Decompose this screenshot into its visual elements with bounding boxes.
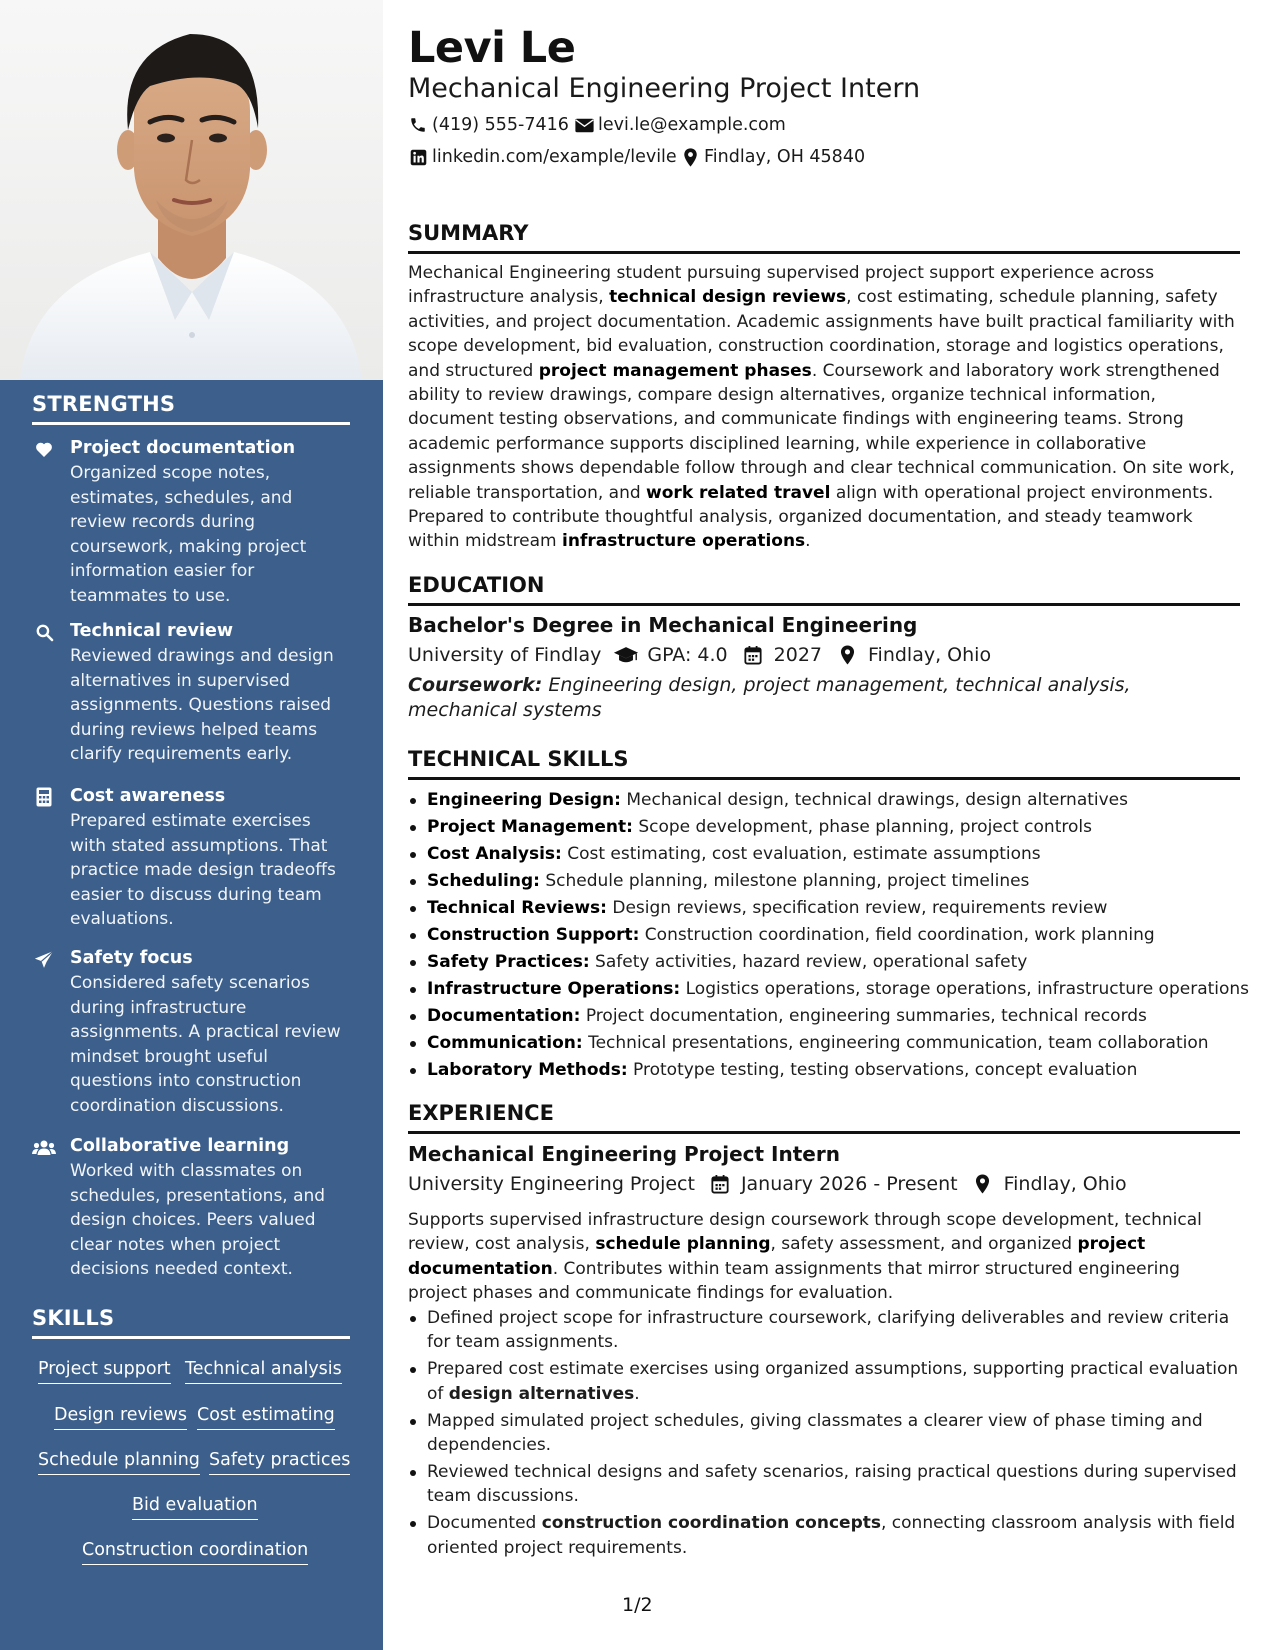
text-run: , cost estimating, schedule planning, safety activities, and project documentation. Academic assignments have built practical familiarity with scope development, bid evaluation, construction coordination, storage and logistics operations, and structured bbox=[408, 287, 1235, 381]
location-text: Findlay, OH 45840 bbox=[704, 147, 866, 167]
graduation-cap-icon bbox=[613, 644, 639, 666]
text-run: align with operational project environments. Prepared to contribute thoughtful analysis, organized documentation, and steady teamwork within midstream bbox=[408, 482, 1214, 552]
strength-title: Technical review bbox=[70, 621, 233, 641]
coursework-label: Coursework: bbox=[408, 674, 543, 696]
text-run: Mapped simulated project schedules, giving classmates a clearer view of phase timing and dependencies. bbox=[427, 1410, 1203, 1456]
list-item: Scheduling: Schedule planning, milestone planning, project timelines bbox=[408, 868, 1240, 895]
paper-plane-icon bbox=[32, 948, 56, 970]
text-run: . Contributes within team assignments that mirror structured engineering project phases and communicate findings for evaluation. bbox=[408, 1258, 1180, 1304]
graduation-year: 2027 bbox=[773, 644, 822, 666]
strength-description: Considered safety scenarios during infrastructure assignments. A practical review mindset brought useful questions into construction coordination discussions. bbox=[70, 973, 341, 1116]
text-run: , connecting classroom analysis with field oriented project requirements. bbox=[427, 1513, 1236, 1558]
list-item: Communication: Technical presentations, engineering communication, team collaboration bbox=[408, 1030, 1240, 1057]
text-run: . Coursework and laboratory work strengthened ability to review drawings, compare design alternatives, organize technical information, document testing observations, and communicate findings with engineering teams. Strong academic performance supports disciplined learning, while experience in collaborative assignments shows dependable follow through and clear technical communication. On site work, reliable transportation, and bbox=[408, 360, 1235, 503]
list-item bbox=[408, 1511, 1240, 1560]
strength-item bbox=[32, 619, 352, 767]
text-run: , safety assessment, and organized bbox=[770, 1234, 1078, 1255]
profile-photo bbox=[0, 0, 383, 380]
experience-bullets bbox=[408, 1306, 1240, 1563]
email-contact[interactable] bbox=[574, 113, 786, 137]
strength-item bbox=[32, 784, 352, 932]
text-run: . bbox=[805, 531, 811, 552]
skills-section bbox=[32, 1306, 350, 1339]
organization-name: University Engineering Project bbox=[408, 1173, 695, 1195]
candidate-title: Mechanical Engineering Project Intern bbox=[408, 73, 921, 104]
education-location: Findlay, Ohio bbox=[868, 644, 992, 666]
list-item: Engineering Design: Mechanical design, technical drawings, design alternatives bbox=[408, 787, 1240, 814]
strength-title: Project documentation bbox=[70, 438, 296, 458]
list-item bbox=[408, 1306, 1240, 1355]
strength-description: Prepared estimate exercises with stated assumptions. That practice made design tradeoffs easier to discuss during team evaluations. bbox=[70, 811, 336, 930]
text-run: Prepared cost estimate exercises using organized assumptions, supporting practical evaluation of bbox=[427, 1359, 1239, 1404]
strength-description: Worked with classmates on schedules, presentations, and design choices. Peers valued clear notes when project decisions needed context. bbox=[70, 1161, 326, 1280]
technical-skills-heading: TECHNICAL SKILLS bbox=[408, 745, 1240, 780]
strengths-heading: STRENGTHS bbox=[32, 392, 350, 425]
emphasis-text: project management phases bbox=[538, 360, 812, 381]
calendar-icon bbox=[740, 644, 766, 666]
strengths-section bbox=[32, 392, 350, 425]
text-run: Mechanical Engineering student pursuing supervised project support experience across infrastructure analysis, bbox=[408, 263, 1155, 308]
employment-dates: January 2026 - Present bbox=[740, 1173, 958, 1195]
linkedin-contact[interactable] bbox=[408, 145, 677, 169]
gpa-value: GPA: 4.0 bbox=[647, 644, 728, 666]
phone-icon bbox=[408, 115, 428, 135]
calendar-icon bbox=[707, 1173, 733, 1195]
education-meta bbox=[408, 641, 991, 669]
skill-tag: Safety practices bbox=[209, 1448, 350, 1475]
skill-tag: Schedule planning bbox=[38, 1448, 200, 1475]
experience-meta bbox=[408, 1170, 1127, 1198]
page-number: 1/2 bbox=[622, 1594, 653, 1616]
experience-description bbox=[408, 1208, 1240, 1306]
list-item: Infrastructure Operations: Logistics operations, storage operations, infrastructure operations bbox=[408, 976, 1240, 1003]
list-item: Laboratory Methods: Prototype testing, testing observations, concept evaluation bbox=[408, 1057, 1240, 1084]
skill-tag: Design reviews bbox=[54, 1403, 187, 1430]
coursework-list: Engineering design, project management, technical analysis, mechanical systems bbox=[408, 674, 1131, 721]
candidate-name: Levi Le bbox=[408, 23, 576, 73]
skill-tag: Project support bbox=[38, 1357, 171, 1384]
list-item bbox=[408, 1357, 1240, 1406]
technical-skills-list bbox=[408, 787, 1250, 1084]
experience-heading: EXPERIENCE bbox=[408, 1099, 1240, 1134]
strength-item bbox=[32, 1134, 352, 1282]
text-run: Documented bbox=[427, 1513, 542, 1534]
strength-item bbox=[32, 946, 352, 1119]
phone-contact bbox=[408, 113, 569, 137]
list-item: Cost Analysis: Cost estimating, cost evaluation, estimate assumptions bbox=[408, 841, 1240, 868]
phone-number: (419) 555-7416 bbox=[432, 115, 569, 135]
map-pin-icon bbox=[834, 644, 860, 666]
strength-title: Safety focus bbox=[70, 948, 193, 968]
summary-text bbox=[408, 261, 1240, 554]
emphasis-text: schedule planning bbox=[595, 1234, 771, 1255]
emphasis-text: technical design reviews bbox=[609, 287, 847, 308]
text-run: . bbox=[634, 1383, 640, 1404]
emphasis-text: design alternatives bbox=[448, 1383, 635, 1404]
strength-description: Reviewed drawings and design alternatives in supervised assignments. Questions raised during reviews helped teams clarify requirements early. bbox=[70, 646, 334, 765]
sidebar bbox=[0, 0, 383, 1650]
school-name: University of Findlay bbox=[408, 644, 602, 666]
list-item: Technical Reviews: Design reviews, specification review, requirements review bbox=[408, 895, 1240, 922]
strength-title: Collaborative learning bbox=[70, 1136, 290, 1156]
envelope-icon bbox=[574, 115, 594, 135]
list-item: Safety Practices: Safety activities, hazard review, operational safety bbox=[408, 949, 1240, 976]
degree-title: Bachelor's Degree in Mechanical Engineering bbox=[408, 613, 918, 637]
strength-item bbox=[32, 436, 352, 609]
skill-tag: Bid evaluation bbox=[132, 1493, 258, 1520]
email-address[interactable]: levi.le@example.com bbox=[598, 115, 786, 135]
calculator-icon bbox=[32, 786, 56, 808]
emphasis-text: project documentation bbox=[408, 1234, 1146, 1279]
list-item: Documentation: Project documentation, engineering summaries, technical records bbox=[408, 1003, 1240, 1030]
strength-title: Cost awareness bbox=[70, 786, 226, 806]
map-pin-icon bbox=[680, 147, 700, 167]
emphasis-text: infrastructure operations bbox=[562, 531, 806, 552]
summary-heading: SUMMARY bbox=[408, 219, 1240, 254]
text-run: Reviewed technical designs and safety scenarios, raising practical questions during supervised team discussions. bbox=[427, 1461, 1237, 1507]
map-pin-icon bbox=[970, 1173, 996, 1195]
emphasis-text: construction coordination concepts bbox=[541, 1513, 881, 1534]
skill-tag: Technical analysis bbox=[185, 1357, 342, 1384]
heart-icon bbox=[32, 438, 56, 460]
text-run: Supports supervised infrastructure design coursework through scope development, technical review, cost analysis, bbox=[408, 1210, 1202, 1255]
list-item: Construction Support: Construction coordination, field coordination, work planning bbox=[408, 922, 1240, 949]
education-heading: EDUCATION bbox=[408, 571, 1240, 606]
linkedin-url[interactable]: linkedin.com/example/levile bbox=[432, 147, 677, 167]
coursework-text bbox=[408, 673, 1240, 723]
experience-role: Mechanical Engineering Project Intern bbox=[408, 1142, 840, 1166]
list-item bbox=[408, 1460, 1240, 1509]
list-item bbox=[408, 1409, 1240, 1458]
skill-tag: Cost estimating bbox=[197, 1403, 335, 1430]
text-run: Defined project scope for infrastructure coursework, clarifying deliverables and review criteria for team assignments. bbox=[427, 1308, 1230, 1353]
linkedin-icon bbox=[408, 147, 428, 167]
skills-heading: SKILLS bbox=[32, 1306, 350, 1339]
strength-description: Organized scope notes, estimates, schedules, and review records during coursework, making project information easier for teammates to use. bbox=[70, 463, 307, 606]
users-icon bbox=[32, 1136, 56, 1158]
emphasis-text: work related travel bbox=[646, 482, 831, 503]
list-item: Project Management: Scope development, phase planning, project controls bbox=[408, 814, 1240, 841]
skill-tag: Construction coordination bbox=[82, 1538, 308, 1565]
location-contact bbox=[680, 145, 865, 169]
search-icon bbox=[32, 621, 56, 643]
experience-location: Findlay, Ohio bbox=[1003, 1173, 1127, 1195]
